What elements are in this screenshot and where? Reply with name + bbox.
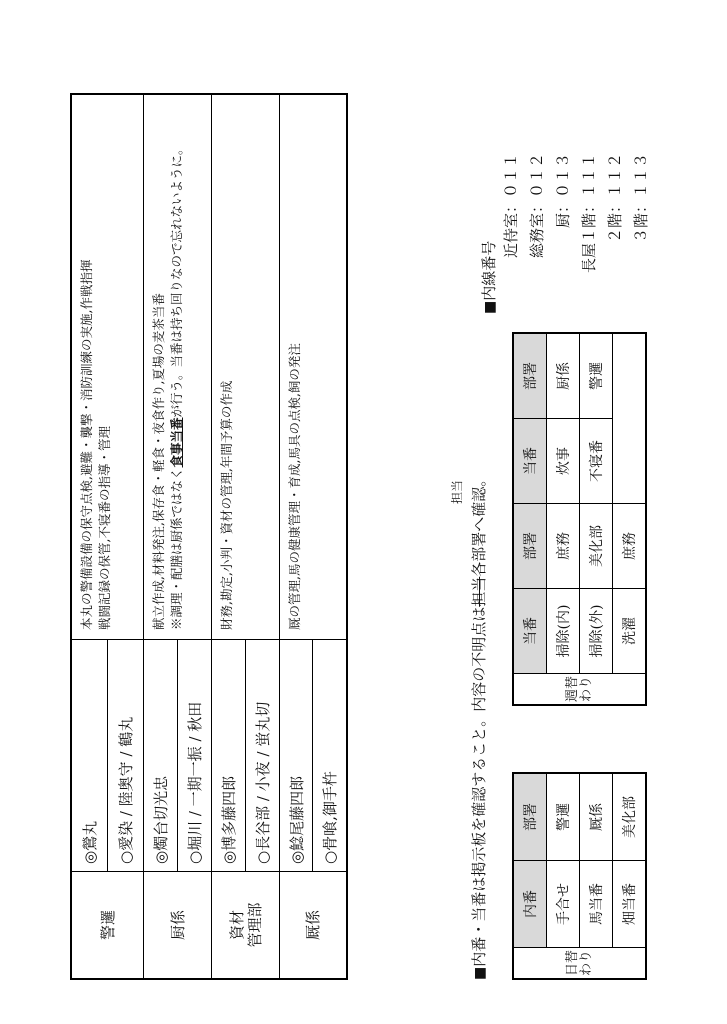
dept-name: 警邏 (72, 871, 143, 978)
member-cell (72, 639, 143, 872)
extension-number: ０１２ (528, 152, 546, 198)
duty-description (212, 95, 279, 640)
duty-row (72, 95, 144, 978)
table-row (613, 333, 647, 705)
duty-row (212, 95, 280, 978)
leader-name: ◎燭台切光忠 (144, 640, 178, 872)
extension-label: ３階： (632, 198, 650, 244)
extension-label: 長屋１階： (580, 198, 598, 274)
table-cell: 警邏 (547, 773, 580, 861)
table-cell: 厨係 (547, 333, 580, 419)
bullet-square-icon: ■ (482, 300, 498, 314)
dept-name: 資材 管理部 (212, 871, 279, 978)
duty-emphasis: 食事当番 (169, 417, 184, 468)
daily-rotation-table (512, 772, 647, 980)
weekly-rotation-table (512, 332, 647, 706)
table-cell: 畑当番 (613, 861, 647, 948)
extension-item (552, 153, 573, 286)
column-header: 部署 (513, 773, 547, 861)
extension-number: １１３ (632, 152, 650, 198)
table-cell: 掃除(内) (547, 589, 580, 674)
duty-table (70, 93, 348, 980)
table-cell: 洗濯 (613, 589, 647, 674)
empty-cell (613, 419, 647, 504)
extension-label: 近侍室： (502, 198, 520, 259)
duty-line: 献立作成,材料発注,保存食・軽食・夜食作り,夏場の麦茶当番 (151, 293, 166, 630)
notice-tail: 各部署へ確認。 (470, 471, 488, 577)
table-cell: 掃除(外) (580, 589, 613, 674)
leader-name: ◎鶯丸 (72, 640, 108, 872)
dept-name: 厩係 (280, 871, 346, 978)
extension-label: 厨： (554, 198, 572, 229)
empty-cell (613, 333, 647, 419)
extensions-title-text: 内線番号 (480, 240, 498, 301)
extension-label: ２階： (606, 198, 624, 244)
table-cell: 美化部 (613, 773, 647, 861)
member-names: ○長谷部 / 小夜 / 蛍丸切 (253, 701, 272, 864)
member-names: ○愛染 / 陸奥守 / 鶴丸 (116, 716, 135, 864)
column-header: 部署 (513, 504, 547, 589)
member-cell (212, 639, 279, 872)
member-cell (144, 639, 211, 872)
notice-struck: 担当 (470, 576, 488, 607)
duty-line: 戦闘記録の保管,不寝番の指導・管理 (97, 426, 112, 630)
member-names: ○骨喰,御手杵 (321, 771, 339, 864)
table-row (547, 333, 580, 705)
extensions-title (478, 241, 499, 314)
bullet-square-icon: ■ (472, 966, 488, 980)
duty-row (144, 95, 212, 978)
table-cell: 庶務 (547, 504, 580, 589)
daily-label: 日替わり (564, 950, 594, 977)
notice-main: 内番・当番は掲示板を確認すること。内容の不明点は (470, 606, 488, 967)
duty-line: 厩の管理,馬の健康管理・育成,馬具の点検,飼の発注 (287, 343, 302, 630)
notice-text (468, 472, 489, 980)
table-cell: 美化部 (580, 504, 613, 589)
extension-number: ０１１ (502, 152, 520, 198)
extension-item (526, 153, 547, 286)
duty-description (72, 95, 143, 640)
table-row (580, 333, 613, 705)
table-cell: 炊事 (547, 419, 580, 504)
table-cell: 警邏 (580, 333, 613, 419)
table-cell: 手合せ (547, 861, 580, 948)
weekly-label: 週替わり (513, 674, 646, 706)
extension-label: 総務室： (528, 198, 546, 259)
leader-name: ◎鯰尾藤四郎 (280, 640, 313, 872)
duty-row (280, 95, 346, 978)
extension-item (578, 153, 599, 286)
extension-item (630, 153, 651, 286)
duty-note: ※調理・配膳は厨係ではなく (169, 467, 184, 630)
column-header: 部署 (513, 333, 547, 419)
extension-number: １１１ (580, 152, 598, 198)
column-header: 当番 (513, 419, 547, 504)
extension-item (500, 153, 521, 286)
member-cell (280, 639, 346, 872)
leader-name: ◎博多藤四郎 (212, 640, 246, 872)
duty-description (280, 95, 346, 640)
extension-number: ０１３ (554, 152, 572, 198)
duty-note-tail: が行う。当番は持ち回りなので忘れないように。 (169, 142, 184, 418)
column-header: 内番 (513, 861, 547, 948)
table-cell: 不寝番 (580, 419, 613, 504)
duty-line: 財務,勘定,小判・資材の管理,年間予算の作成 (219, 380, 234, 630)
duty-description (144, 95, 211, 640)
extension-number: １１２ (606, 152, 624, 198)
duty-line: 本丸の警備設備の保守点検,避難・襲撃・消防訓練の実施,作戦指揮 (79, 259, 94, 630)
member-names: ○堀川 / 一期一振 / 秋田 (185, 701, 204, 864)
column-header: 当番 (513, 589, 547, 674)
table-cell: 厩係 (580, 773, 613, 861)
dept-name: 厨係 (144, 871, 211, 978)
extension-item (604, 153, 625, 286)
notice-ruby: 担当 (450, 479, 464, 504)
table-cell: 庶務 (613, 504, 647, 589)
duty-line (168, 105, 186, 630)
table-cell: 馬当番 (580, 861, 613, 948)
